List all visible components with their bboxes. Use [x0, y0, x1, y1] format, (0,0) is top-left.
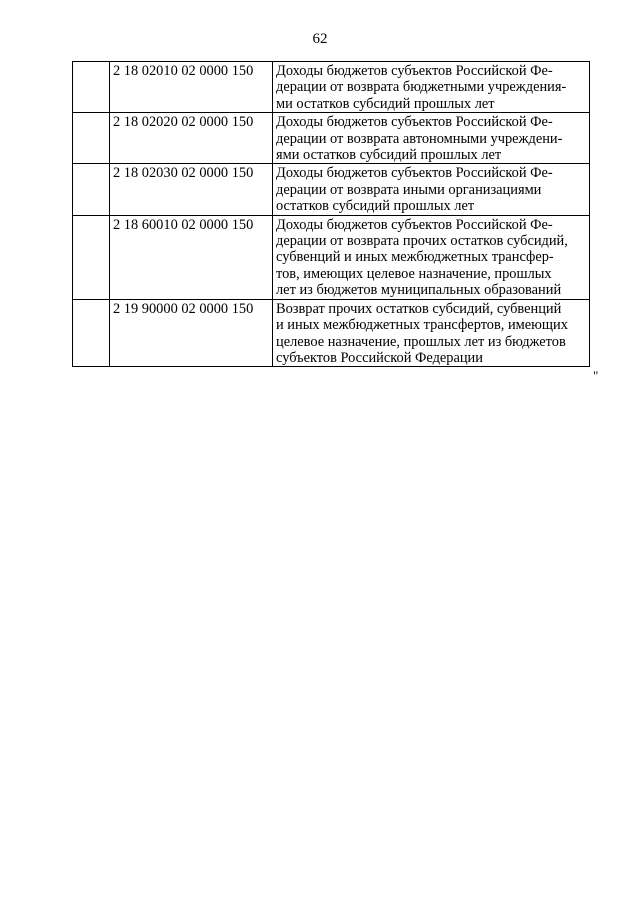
description-line: тов, имеющих целевое назначение, прошлых: [276, 265, 552, 282]
table-row: [73, 164, 590, 215]
description-line: лет из бюджетов муниципальных образований: [276, 282, 562, 299]
table-row: [73, 215, 590, 299]
description-line: субъектов Российской Федерации: [276, 349, 483, 366]
closing-quote-mark: ": [593, 368, 599, 383]
budget-code-cell: 2 18 60010 02 0000 150: [110, 215, 273, 299]
description-line: остатков субсидий прошлых лет: [276, 198, 475, 215]
description-line: ями остатков субсидий прошлых лет: [276, 147, 502, 164]
budget-classification-table: [72, 61, 590, 367]
description-cell: [273, 164, 590, 215]
description-cell: [273, 62, 590, 113]
table-row: [73, 62, 590, 113]
description-line: дерации от возврата бюджетными учреждения-: [276, 79, 567, 96]
description-line: дерации от возврата прочих остатков субсидий,: [276, 233, 568, 250]
empty-cell: [73, 215, 110, 299]
description-line: ми остатков субсидий прошлых лет: [276, 95, 495, 112]
table-row: [73, 299, 590, 367]
description-line: дерации от возврата автономными учреждени-: [276, 130, 563, 147]
description-cell: [273, 299, 590, 367]
description-line: Возврат прочих остатков субсидий, субвенций: [276, 300, 562, 317]
empty-cell: [73, 164, 110, 215]
description-line: Доходы бюджетов субъектов Российской Фе-: [276, 165, 553, 182]
page-number: 62: [312, 31, 328, 47]
empty-cell: [73, 113, 110, 164]
budget-code-cell: 2 18 02020 02 0000 150: [110, 113, 273, 164]
description-line: Доходы бюджетов субъектов Российской Фе-: [276, 114, 553, 131]
budget-code-cell: 2 18 02010 02 0000 150: [110, 62, 273, 113]
description-line: субвенций и иных межбюджетных трансфер-: [276, 249, 554, 266]
empty-cell: [73, 299, 110, 367]
table-row: [73, 113, 590, 164]
description-line: Доходы бюджетов субъектов Российской Фе-: [276, 63, 553, 79]
description-cell: [273, 113, 590, 164]
description-line: и иных межбюджетных трансфертов, имеющих: [276, 317, 568, 334]
description-cell: [273, 215, 590, 299]
budget-code-cell: 2 18 02030 02 0000 150: [110, 164, 273, 215]
budget-code-cell: 2 19 90000 02 0000 150: [110, 299, 273, 367]
description-line: дерации от возврата иными организациями: [276, 181, 542, 198]
empty-cell: [73, 62, 110, 113]
description-line: целевое назначение, прошлых лет из бюджетов: [276, 333, 566, 350]
description-line: Доходы бюджетов субъектов Российской Фе-: [276, 216, 553, 233]
